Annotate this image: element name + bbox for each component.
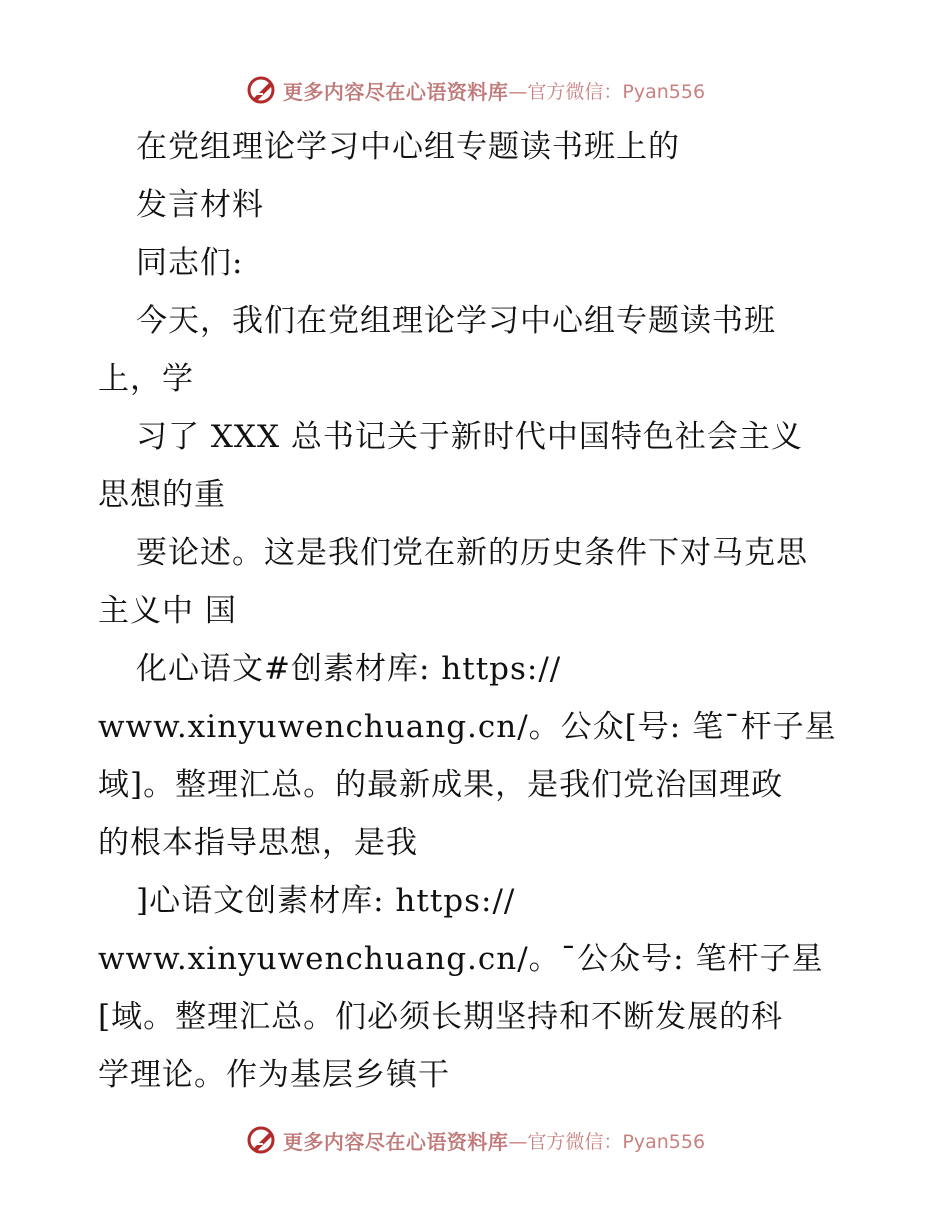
footer-watermark <box>0 1120 950 1160</box>
paragraph-line: 上，学 <box>98 361 194 397</box>
paragraph-line: 思想的重 <box>98 477 226 513</box>
title-line-1: 在党组理论学习中心组专题读书班上的 <box>136 129 680 165</box>
paragraph-line: www.xinyuwenchuang.cn/。¯公众号: 笔杆子星 <box>98 941 824 977</box>
paragraph-line: www.xinyuwenchuang.cn/。公众[号: 笔¯杆子星 <box>98 709 837 745</box>
pen-logo-icon <box>245 1123 279 1157</box>
header-brand-text: 更多内容尽在心语资料库 <box>282 79 509 104</box>
paragraph-line: 化心语文#创素材库: https:// <box>136 651 562 687</box>
document-body <box>98 118 898 1104</box>
paragraph-line: 今天，我们在党组理论学习中心组专题读书班 <box>136 303 776 339</box>
footer-brand-text: 更多内容尽在心语资料库 <box>282 1129 509 1154</box>
paragraph-line: [域。整理汇总。们必须长期坚持和不断发展的科 <box>98 999 784 1035</box>
paragraph-line: 的根本指导思想，是我 <box>98 825 418 861</box>
footer-wechat-text: —官方微信：Pyan556 <box>508 1130 706 1153</box>
paragraph-line: 学理论。作为基层乡镇干 <box>98 1057 450 1093</box>
paragraph-line: 主义中 国 <box>98 593 237 629</box>
paragraph-line: 习了 XXX 总书记关于新时代中国特色社会主义 <box>136 419 803 455</box>
paragraph-line: 要论述。这是我们党在新的历史条件下对马克思 <box>136 535 808 571</box>
salutation: 同志们: <box>136 245 244 281</box>
header-wechat-text: —官方微信：Pyan556 <box>508 80 706 103</box>
header-watermark <box>0 70 950 110</box>
pen-logo-icon <box>245 73 279 107</box>
paragraph-line: ]心语文创素材库: https:// <box>136 883 516 919</box>
paragraph-line: 域]。整理汇总。的最新成果，是我们党治国理政 <box>98 767 784 803</box>
title-line-2: 发言材料 <box>136 187 264 223</box>
